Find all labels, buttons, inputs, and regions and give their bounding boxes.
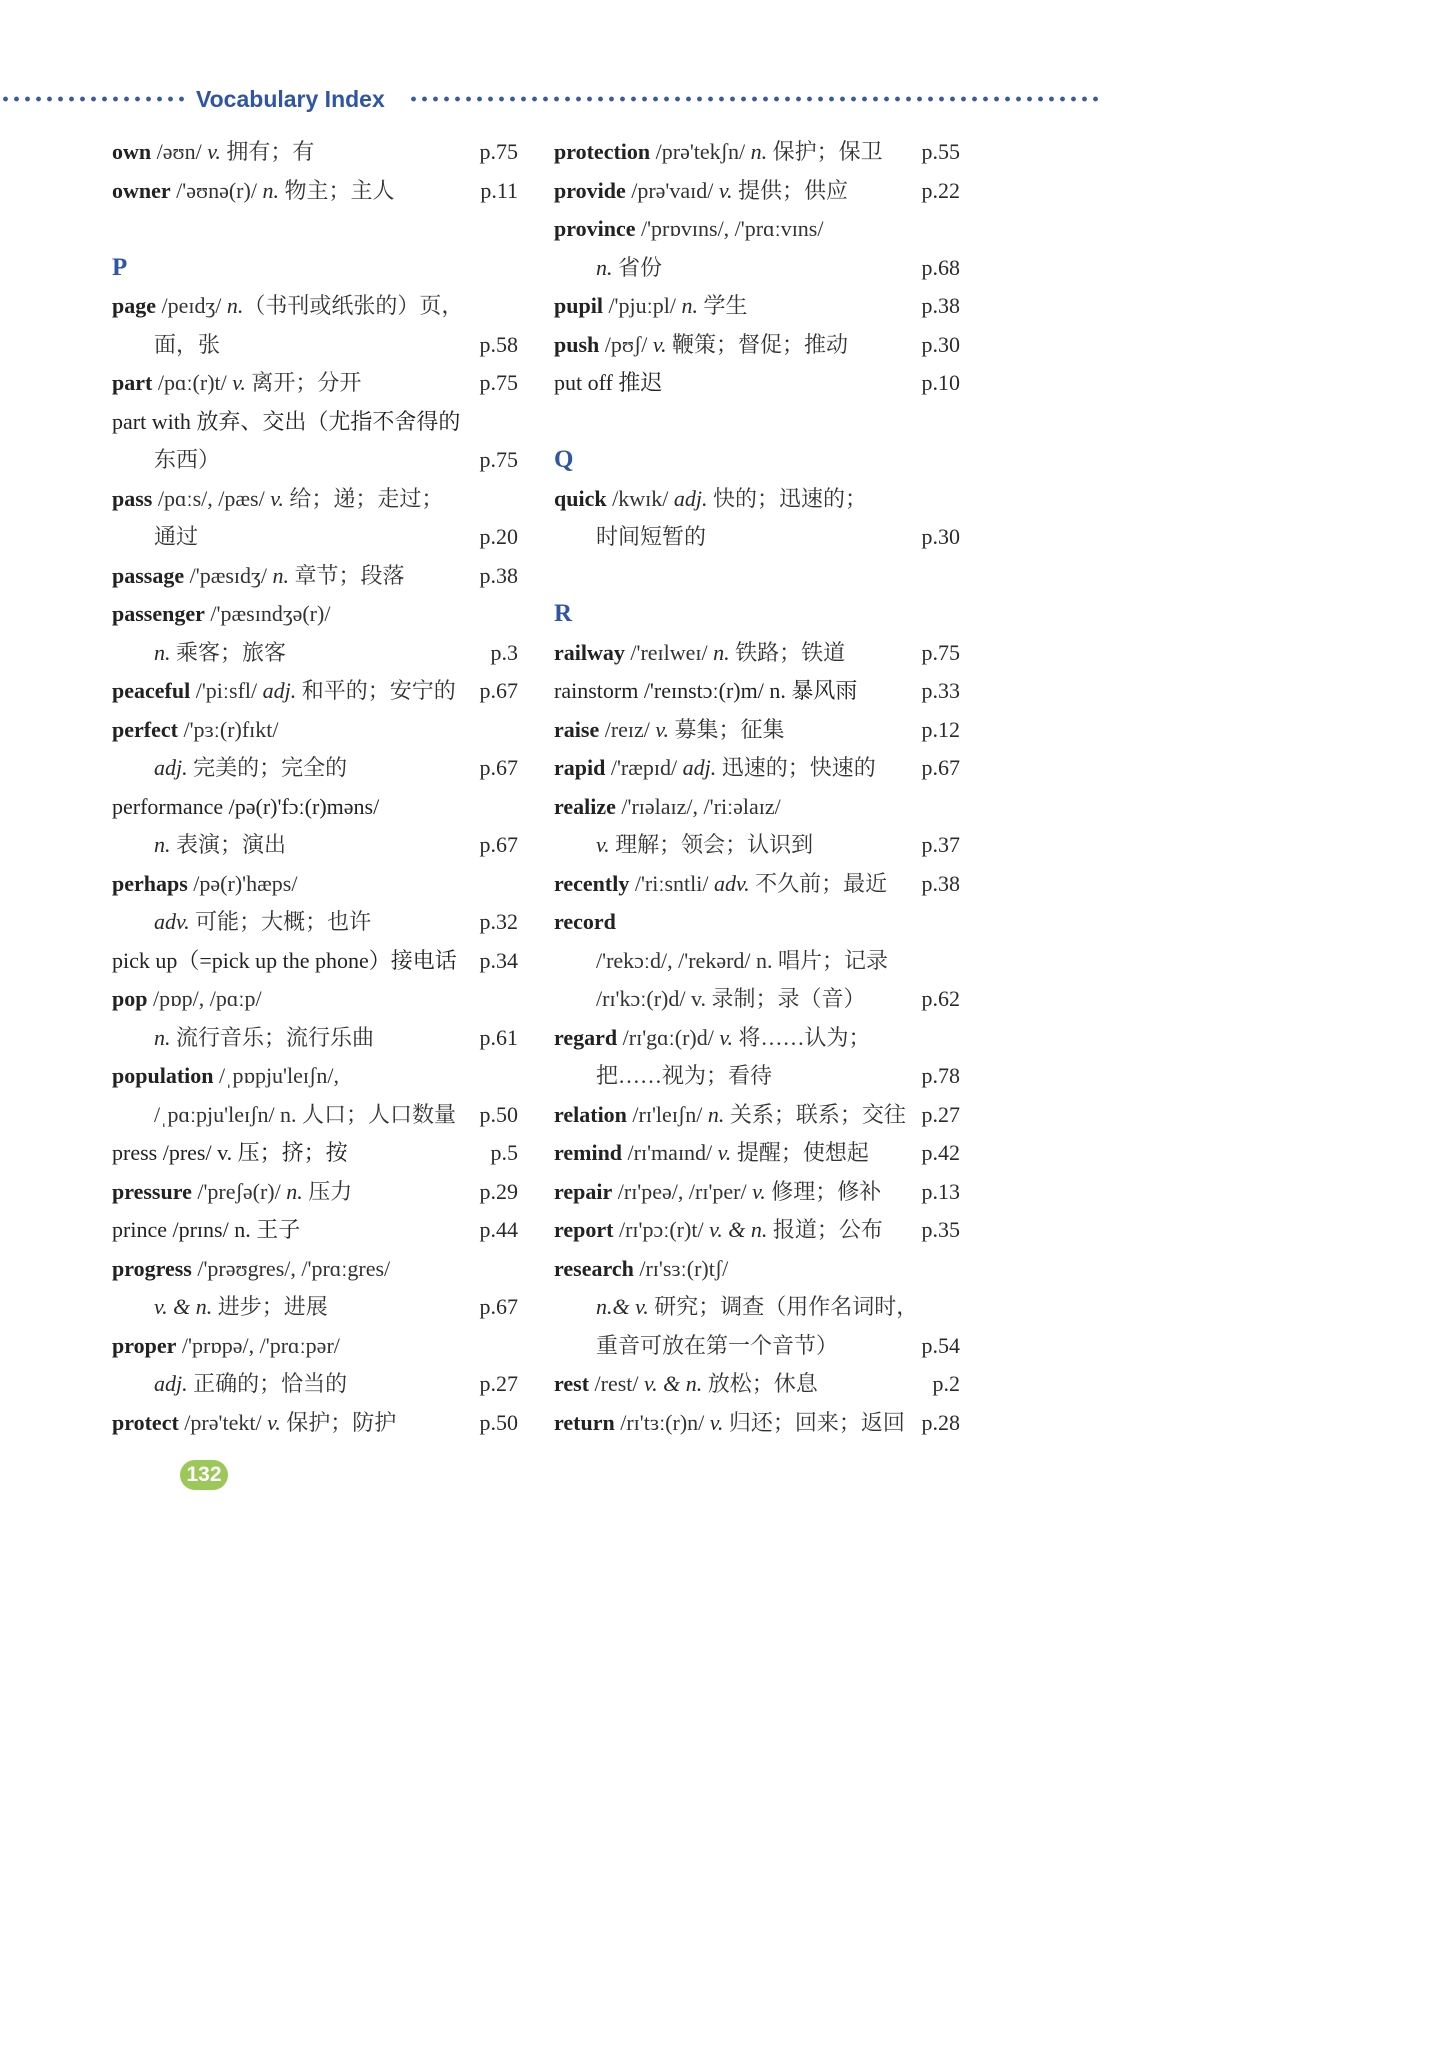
entry-word: pass	[112, 485, 153, 511]
entry-page-ref: p.67	[479, 755, 518, 780]
entry-page-ref: p.5	[490, 1140, 518, 1165]
entry-page-ref: p.32	[479, 909, 518, 934]
entry-pos: n.	[286, 1178, 303, 1204]
entry-pos: v. & n.	[154, 1294, 213, 1319]
entry-page-ref: p.42	[921, 1140, 960, 1165]
entry-definition: 归还；回来；返回	[723, 1409, 905, 1435]
entry-pos: n.	[154, 1024, 171, 1050]
entry-word: research	[554, 1255, 634, 1281]
entry-pos: v.	[709, 1409, 724, 1435]
entry-pos: v.	[717, 1140, 732, 1165]
vocab-entry	[554, 133, 962, 172]
entry-continuation	[554, 826, 962, 865]
entry-page-ref: p.27	[479, 1371, 518, 1396]
entry-phonetic: /rɪ'peə/, /rɪ'per/	[612, 1178, 753, 1204]
entry-page-ref: p.50	[479, 1101, 518, 1127]
entry-pos: n.	[154, 832, 171, 857]
entry-definition: 完美的；完全的	[187, 755, 348, 780]
entry-definition: 修理；修补	[765, 1178, 882, 1204]
entry-word: return	[554, 1409, 615, 1435]
entry-pos: n.	[226, 293, 244, 318]
entry-page-ref: p.30	[921, 524, 960, 549]
entry-definition: 把……视为；看待	[596, 1063, 773, 1088]
entry-definition: 东西）	[154, 447, 221, 472]
entry-phonetic: /rɪ'pɔː(r)t/	[613, 1217, 710, 1242]
entry-phonetic: /pə(r)'hæps/	[187, 870, 298, 896]
entry-page-ref: p.38	[921, 870, 960, 896]
entry-text: prince /prɪns/ n. 王子	[112, 1217, 301, 1242]
entry-pos: v.	[719, 1024, 734, 1050]
vocab-entry	[112, 942, 520, 981]
entry-word: progress	[112, 1255, 192, 1281]
entry-page-ref: p.27	[921, 1101, 960, 1127]
entry-pos: v. & n.	[644, 1371, 703, 1396]
vocab-entry	[112, 788, 520, 827]
vocab-entry	[554, 1019, 962, 1058]
entry-pos: v.	[655, 716, 670, 742]
entry-phonetic: /kwɪk/	[606, 485, 674, 511]
entry-word: proper	[112, 1332, 177, 1358]
entry-definition: 正确的；恰当的	[187, 1371, 348, 1396]
entry-pos: adj.	[154, 1371, 188, 1396]
entry-definition: 物主；主人	[278, 177, 395, 203]
vocab-entry	[554, 788, 962, 827]
entry-definition: 理解；领会；认识到	[609, 832, 814, 857]
entry-definition: 提供；供应	[732, 177, 849, 203]
entry-definition: 章节；段落	[288, 562, 405, 588]
entry-word: recently	[554, 870, 630, 896]
entry-continuation	[554, 942, 962, 981]
entry-word: raise	[554, 716, 600, 742]
entry-phonetic: /'əʊnə(r)/	[170, 177, 263, 203]
entry-pos: n.	[713, 639, 730, 665]
entry-definition: 省份	[612, 254, 663, 280]
entry-phonetic: /pɑː(r)t/	[152, 370, 233, 395]
vocab-entry	[112, 133, 520, 172]
entry-page-ref: p.68	[921, 254, 960, 280]
entry-pos: n.& v.	[596, 1294, 649, 1319]
entry-page-ref: p.75	[479, 139, 518, 164]
entry-page-ref: p.35	[921, 1217, 960, 1242]
section-letter-text: P	[112, 253, 128, 281]
entry-definition: 通过	[154, 524, 199, 549]
entry-page-ref: p.67	[479, 678, 518, 703]
vocab-entry	[112, 980, 520, 1019]
vocab-entry	[554, 1250, 962, 1289]
section-letter	[554, 441, 962, 480]
entry-continuation	[112, 1019, 520, 1058]
vocab-entry	[554, 711, 962, 750]
entry-definition: 时间短暂的	[596, 524, 707, 549]
vocab-entry	[112, 865, 520, 904]
entry-definition: 和平的；安宁的	[296, 678, 456, 703]
vocab-entry	[554, 865, 962, 904]
entry-pos: v.	[207, 139, 221, 164]
vocab-entry	[112, 480, 520, 519]
vocab-entry	[112, 1250, 520, 1289]
vocab-entry	[554, 672, 962, 711]
header-title: Vocabulary Index	[196, 86, 385, 112]
entry-word: passage	[112, 562, 185, 588]
entry-definition: /'rekɔːd/, /'rekərd/ n. 唱片；记录	[596, 947, 889, 973]
entry-definition: 面，张	[154, 331, 221, 357]
entry-page-ref: p.13	[921, 1178, 960, 1204]
vocab-entry	[554, 1365, 962, 1404]
entry-phonetic: /'prɒpə/, /'prɑːpər/	[176, 1332, 340, 1358]
entry-word: perfect	[112, 716, 178, 742]
entry-page-ref: p.75	[921, 639, 960, 665]
vocab-entry	[554, 1096, 962, 1135]
vocab-entry	[112, 1134, 520, 1173]
entry-word: province	[554, 216, 636, 241]
vocab-entry	[554, 1211, 962, 1250]
vocab-entry	[112, 1057, 520, 1096]
entry-word: pressure	[112, 1178, 192, 1204]
entry-page-ref: p.67	[479, 1294, 518, 1319]
entry-continuation	[112, 518, 520, 557]
entry-page-ref: p.75	[479, 370, 518, 395]
section-letter	[554, 595, 962, 634]
vocab-entry	[112, 364, 520, 403]
entry-page-ref: p.38	[921, 293, 960, 318]
entry-continuation	[554, 1057, 962, 1096]
entry-pos: n.	[707, 1101, 725, 1127]
entry-word: realize	[554, 793, 616, 819]
entry-phonetic: /'pɜː(r)fɪkt/	[177, 716, 279, 742]
entry-definition: 可能；大概；也许	[189, 909, 372, 934]
entry-page-ref: p.55	[921, 139, 960, 164]
entry-word: relation	[554, 1101, 627, 1127]
entry-continuation	[112, 1096, 520, 1135]
entry-page-ref: p.11	[480, 177, 518, 203]
vocab-entry	[112, 403, 520, 442]
entry-word: perhaps	[112, 870, 188, 896]
header-dots-right	[408, 96, 1098, 102]
entry-phonetic: /pʊʃ/	[599, 331, 653, 357]
vocab-entry	[554, 1134, 962, 1173]
entry-phonetic: /ˌpɒpju'leɪʃn/,	[213, 1063, 339, 1088]
entry-pos: n.	[750, 139, 768, 164]
entry-word: report	[554, 1217, 614, 1242]
entry-definition: 募集；征集	[669, 716, 785, 742]
entry-word: push	[554, 331, 600, 357]
entry-phonetic: /rest/	[589, 1371, 645, 1396]
entry-page-ref: p.2	[932, 1371, 960, 1396]
entry-phonetic: /rɪ'leɪʃn/	[626, 1101, 708, 1127]
entry-phonetic: /'prɒvɪns/, /'prɑːvɪns/	[635, 216, 824, 241]
entry-word: passenger	[112, 601, 205, 626]
entry-definition: 给；递；走过；	[283, 485, 444, 511]
vocab-entry	[112, 1173, 520, 1212]
entry-continuation	[554, 518, 962, 557]
vocab-entry	[112, 711, 520, 750]
vocab-entry	[554, 480, 962, 519]
entry-page-ref: p.29	[479, 1178, 518, 1204]
vocab-entry	[112, 1327, 520, 1366]
entry-pos: adv.	[154, 909, 190, 934]
vocab-entry	[554, 364, 962, 403]
entry-page-ref: p.3	[490, 639, 518, 665]
entry-phonetic: /prə'tekʃn/	[650, 139, 751, 164]
entry-continuation	[112, 441, 520, 480]
entry-word: rapid	[554, 755, 606, 780]
entry-phonetic: /prə'tekt/	[178, 1409, 268, 1435]
entry-page-ref: p.28	[921, 1409, 960, 1435]
entry-page-ref: p.67	[479, 832, 518, 857]
entry-word: railway	[554, 639, 625, 665]
entry-phonetic: /peɪdʒ/	[156, 293, 227, 318]
entry-definition: 重音可放在第一个音节）	[596, 1332, 839, 1358]
section-letter	[112, 249, 520, 288]
entry-pos: adj.	[262, 678, 297, 703]
entry-word: regard	[554, 1024, 618, 1050]
entry-definition: 放松；休息	[702, 1371, 818, 1396]
entry-word: remind	[554, 1140, 623, 1165]
entry-page-ref: p.50	[479, 1409, 518, 1435]
entry-definition: 保护；保卫	[767, 139, 883, 164]
entry-pos: v.	[270, 485, 284, 511]
entry-phonetic: /'piːsfl/	[190, 678, 263, 703]
vocab-entry	[554, 1173, 962, 1212]
entry-definition: 铁路；铁道	[729, 639, 846, 665]
page-number-badge: 132	[180, 1460, 228, 1490]
entry-definition: /ˌpɑːpju'leɪʃn/ n. 人口；人口数量	[154, 1101, 457, 1127]
entry-word: rest	[554, 1371, 590, 1396]
page-header	[0, 84, 1098, 114]
entry-continuation	[112, 326, 520, 365]
entry-continuation	[112, 1288, 520, 1327]
entry-page-ref: p.10	[921, 370, 960, 395]
entry-phonetic: /'ræpɪd/	[605, 755, 683, 780]
entry-page-ref: p.44	[479, 1217, 518, 1242]
entry-phonetic: /'riːsntli/	[629, 870, 714, 896]
vocab-entry	[554, 287, 962, 326]
entry-text: performance /pə(r)'fɔː(r)məns/	[112, 793, 380, 819]
entry-pos: n.	[262, 177, 279, 203]
entry-page-ref: p.61	[479, 1024, 518, 1050]
entry-definition: 鞭策；督促；推动	[666, 331, 849, 357]
vocab-entry	[554, 1404, 962, 1443]
entry-definition: 进步；进展	[212, 1294, 328, 1319]
entry-word: pupil	[554, 293, 603, 318]
entry-text: part with 放弃、交出（尤指不舍得的	[112, 408, 461, 434]
entry-word: owner	[112, 177, 171, 203]
entry-definition: 学生	[697, 293, 748, 318]
vocab-entry	[112, 172, 520, 211]
entry-continuation	[554, 1288, 962, 1327]
entry-word: record	[554, 909, 616, 934]
entry-pos: adj.	[682, 755, 717, 780]
vocab-entry	[554, 903, 962, 942]
entry-word: quick	[554, 485, 607, 511]
entry-pos: adj.	[673, 485, 708, 511]
entry-definition: 离开；分开	[245, 370, 362, 395]
entry-word: part	[112, 370, 153, 395]
spacer	[554, 557, 962, 596]
entry-page-ref: p.54	[921, 1332, 960, 1358]
entry-text: pick up（=pick up the phone）接电话	[112, 947, 457, 973]
entry-definition: 将……认为；	[733, 1024, 871, 1050]
entry-continuation	[112, 826, 520, 865]
entry-word: provide	[554, 177, 626, 203]
vocab-entry	[112, 1404, 520, 1443]
entry-definition: 压力	[302, 1178, 353, 1204]
entry-word: repair	[554, 1178, 613, 1204]
entry-phonetic: /'pjuːpl/	[602, 293, 682, 318]
vocab-entry	[112, 287, 520, 326]
entry-page-ref: p.12	[921, 716, 960, 742]
entry-word: pop	[112, 986, 148, 1011]
entry-phonetic: /rɪ'sɜː(r)tʃ/	[633, 1255, 729, 1281]
spacer	[554, 403, 962, 442]
entry-definition: 不久前；最近	[749, 870, 888, 896]
entry-definition: （书刊或纸张的）页，	[243, 293, 464, 318]
entry-word: protect	[112, 1409, 179, 1435]
entry-word: peaceful	[112, 678, 191, 703]
entry-phonetic: /əʊn/	[151, 139, 208, 164]
entry-definition: 提醒；使想起	[731, 1140, 869, 1165]
spacer	[112, 210, 520, 249]
entry-definition: 迅速的；快速的	[716, 755, 876, 780]
entry-continuation	[554, 980, 962, 1019]
entry-pos: v.	[232, 370, 246, 395]
vocab-entry	[554, 749, 962, 788]
entry-word: protection	[554, 139, 651, 164]
entry-definition: /rɪ'kɔː(r)d/ v. 录制；录（音）	[596, 986, 866, 1011]
entry-page-ref: p.62	[921, 986, 960, 1011]
vocab-entry	[112, 557, 520, 596]
entry-phonetic: /'reɪlweɪ/	[624, 639, 714, 665]
entry-page-ref: p.33	[921, 678, 960, 703]
entry-word: own	[112, 139, 152, 164]
entry-page-ref: p.75	[479, 447, 518, 472]
entry-pos: v. & n.	[709, 1217, 768, 1242]
entry-definition: 研究；调查（用作名词时，	[648, 1294, 919, 1319]
vocab-entry	[554, 326, 962, 365]
entry-pos: v.	[596, 832, 610, 857]
entry-definition: 流行音乐；流行乐曲	[170, 1024, 375, 1050]
entry-page-ref: p.20	[479, 524, 518, 549]
vocab-entry	[112, 595, 520, 634]
section-letter-text: R	[554, 600, 573, 627]
entry-phonetic: /'prəʊgres/, /'prɑːgres/	[191, 1255, 391, 1281]
entry-definition: 快的；迅速的；	[707, 485, 867, 511]
header-dots-left	[0, 96, 190, 102]
vocab-entry	[554, 172, 962, 211]
entry-pos: n.	[272, 562, 289, 588]
vocab-entry	[112, 1211, 520, 1250]
section-letter-text: Q	[554, 446, 574, 473]
entry-continuation	[554, 1327, 962, 1366]
vocab-entry	[112, 672, 520, 711]
entry-phonetic: /pɒp/, /pɑːp/	[147, 986, 262, 1011]
entry-page-ref: p.22	[921, 177, 960, 203]
entry-page-ref: p.78	[921, 1063, 960, 1088]
entry-pos: adj.	[154, 755, 188, 780]
entry-word: population	[112, 1063, 214, 1088]
entry-phonetic: /'pæsɪdʒ/	[184, 562, 273, 588]
entry-continuation	[112, 903, 520, 942]
entry-continuation	[554, 249, 962, 288]
entry-phonetic: /pɑːs/, /pæs/	[152, 485, 271, 511]
entry-text: rainstorm /'reɪnstɔː(r)m/ n. 暴风雨	[554, 678, 858, 703]
entry-pos: v.	[752, 1178, 766, 1204]
entry-definition: 表演；演出	[170, 832, 287, 857]
entry-pos: n.	[154, 639, 171, 665]
entry-pos: adv.	[713, 870, 750, 896]
entry-phonetic: /rɪ'tɜː(r)n/	[614, 1409, 710, 1435]
entry-phonetic: /prə'vaɪd/	[625, 177, 719, 203]
entry-pos: v.	[718, 177, 733, 203]
entry-page-ref: p.34	[479, 947, 518, 973]
entry-definition: 乘客；旅客	[170, 639, 287, 665]
entry-pos: n.	[596, 254, 613, 280]
entry-phonetic: /rɪ'gɑː(r)d/	[617, 1024, 720, 1050]
entry-phonetic: /rɪ'maɪnd/	[622, 1140, 718, 1165]
entry-word: page	[112, 293, 156, 318]
entry-definition: 关系；联系；交往	[724, 1101, 906, 1127]
entry-continuation	[112, 634, 520, 673]
entry-pos: v.	[652, 331, 667, 357]
entry-continuation	[112, 749, 520, 788]
entry-definition: 拥有；有	[220, 139, 315, 164]
entry-definition: 报道；公布	[767, 1217, 883, 1242]
entry-phonetic: /'preʃə(r)/	[191, 1178, 287, 1204]
right-column	[554, 133, 962, 1442]
entry-definition: 保护；防护	[280, 1409, 397, 1435]
vocab-entry	[554, 210, 962, 249]
entry-page-ref: p.38	[479, 562, 518, 588]
vocab-entry	[554, 634, 962, 673]
entry-page-ref: p.67	[921, 755, 960, 780]
entry-pos: v.	[267, 1409, 281, 1435]
entry-page-ref: p.30	[921, 331, 960, 357]
entry-pos: n.	[681, 293, 698, 318]
entry-phonetic: /reɪz/	[599, 716, 656, 742]
left-column	[112, 133, 520, 1442]
entry-page-ref: p.58	[479, 331, 518, 357]
entry-phonetic: /'pæsɪndʒə(r)/	[204, 601, 331, 626]
entry-phonetic: /'rɪəlaɪz/, /'riːəlaɪz/	[615, 793, 781, 819]
entry-continuation	[112, 1365, 520, 1404]
entry-text: put off 推迟	[554, 370, 663, 395]
entry-text: press /pres/ v. 压；挤；按	[112, 1140, 348, 1165]
entry-page-ref: p.37	[921, 832, 960, 857]
